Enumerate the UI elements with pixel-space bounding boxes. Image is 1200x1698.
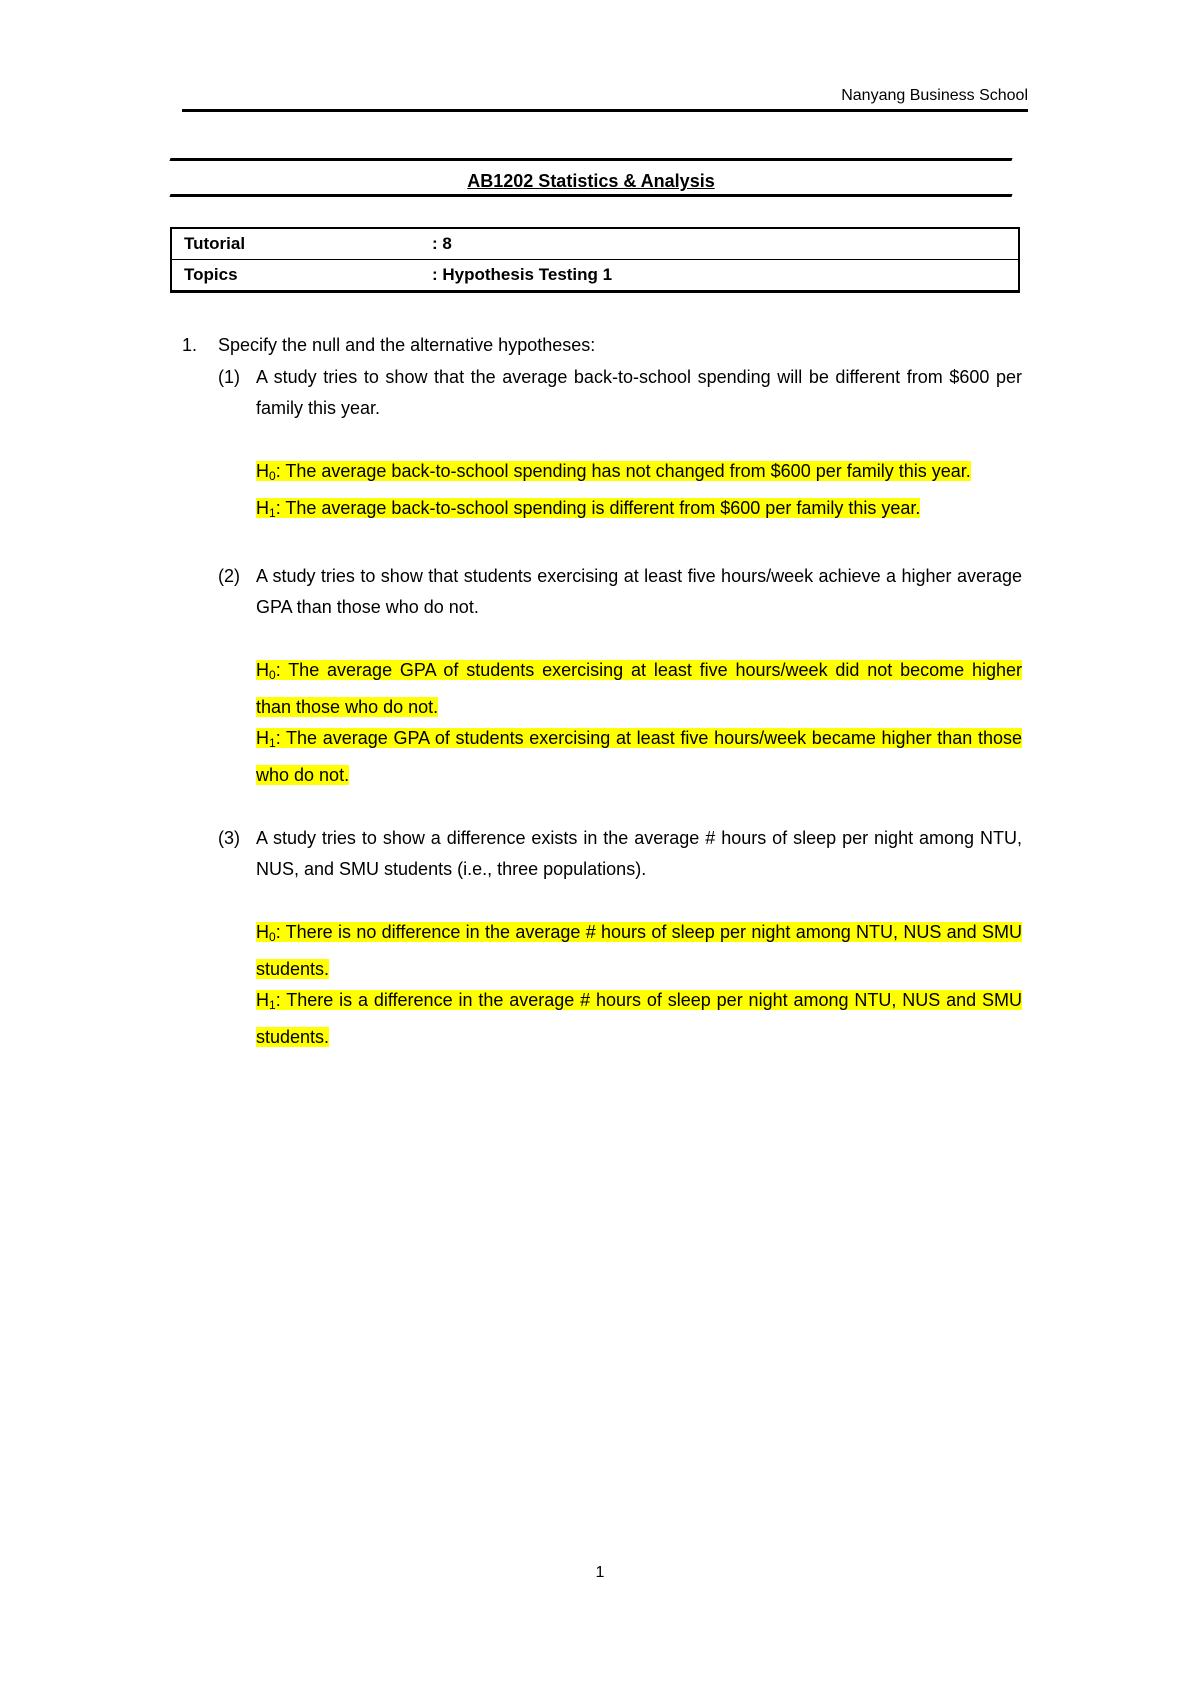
h0-subscript: 0: [269, 668, 276, 682]
question-part: [218, 362, 1022, 425]
page-number: 1: [595, 1564, 605, 1581]
h1-label: H: [256, 728, 269, 748]
part-text: A study tries to show a difference exists in the average # hours of sleep per night among NTU, NUS, and SMU students (i.e., three populations).: [256, 827, 1022, 879]
part-number: (2): [218, 565, 240, 586]
spacer: [182, 624, 1022, 656]
h1-subscript: 1: [269, 736, 276, 750]
spacer: [182, 529, 1022, 561]
header-school-name: Nanyang Business School: [841, 87, 1028, 104]
question-number: 1.: [182, 335, 198, 355]
part-number: (3): [218, 827, 240, 848]
question-content: [182, 330, 1022, 1053]
part-answers: [256, 456, 1022, 529]
h0-text: : The average GPA of students exercising at least five hours/week did not become higher than those who do not.: [256, 660, 1022, 717]
null-hypothesis: [256, 922, 1022, 979]
part-text: A study tries to show that students exercising at least five hours/week achieve a higher average GPA than those who do not.: [256, 565, 1022, 617]
alternative-hypothesis: [256, 990, 1022, 1047]
title-rule-top: [169, 158, 1012, 161]
h1-label: H: [256, 497, 269, 518]
h0-label: H: [256, 660, 269, 680]
null-hypothesis: [256, 660, 1022, 717]
spacer: [182, 425, 1022, 457]
topics-value: : Hypothesis Testing 1: [420, 260, 1019, 292]
alternative-hypothesis: [256, 498, 920, 518]
question-part: [218, 561, 1022, 624]
h0-label: H: [256, 922, 269, 942]
null-hypothesis: [256, 461, 971, 481]
question-heading: [182, 330, 1022, 362]
alternative-hypothesis: [256, 728, 1022, 785]
h1-subscript: 1: [269, 505, 276, 520]
question-text: Specify the null and the alternative hypotheses:: [218, 335, 596, 355]
h0-label: H: [256, 461, 269, 481]
h1-label: H: [256, 990, 269, 1010]
document-title: AB1202 Statistics & Analysis: [467, 171, 715, 191]
h0-subscript: 0: [269, 930, 276, 944]
h1-text: : There is a difference in the average # hours of sleep per night among NTU, NUS and SMU students.: [256, 990, 1022, 1047]
tutorial-value: : 8: [420, 228, 1019, 260]
topics-row: [171, 260, 1019, 292]
h1-text: : The average GPA of students exercising at least five hours/week became higher than those who do not.: [256, 728, 1022, 785]
spacer: [182, 791, 1022, 823]
header-rule: [182, 109, 1028, 112]
tutorial-info-table: [170, 227, 1020, 293]
tutorial-label: Tutorial: [171, 228, 420, 260]
h1-subscript: 1: [269, 998, 276, 1012]
part-text: A study tries to show that the average back-to-school spending will be different from $600 per family this year.: [256, 366, 1022, 418]
title-rule-bottom: [169, 194, 1012, 197]
part-answers: [256, 655, 1022, 791]
h0-text: : There is no difference in the average # hours of sleep per night among NTU, NUS and SMU students.: [256, 922, 1022, 979]
spacer: [182, 886, 1022, 918]
topics-label: Topics: [171, 260, 420, 292]
tutorial-row: [171, 228, 1019, 260]
question-part: [218, 823, 1022, 886]
h0-subscript: 0: [269, 469, 276, 483]
h0-text: : The average back-to-school spending has not changed from $600 per family this year.: [275, 461, 971, 481]
h1-text: : The average back-to-school spending is different from $600 per family this year.: [275, 497, 921, 518]
part-number: (1): [218, 366, 240, 387]
part-answers: [256, 917, 1022, 1053]
